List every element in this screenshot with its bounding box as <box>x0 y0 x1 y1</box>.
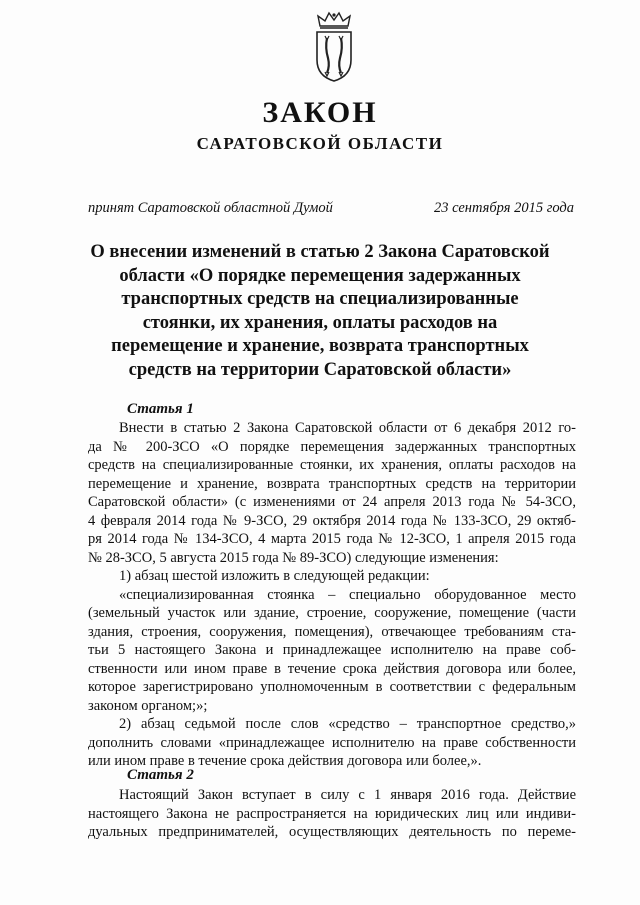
adopted-by: принят Саратовской областной Думой <box>88 200 333 216</box>
article-1-line: 2) абзац седьмой после слов «средство – транспортное средство,» <box>119 716 576 732</box>
law-region: САРАТОВСКОЙ ОБЛАСТИ <box>196 134 444 153</box>
law-heading <box>70 241 570 382</box>
heading-line: О внесении изменений в статью 2 Закона Саратовской <box>90 242 550 262</box>
article-1-line: (земельный участок или здание, строение, сооружение, помещение (части <box>88 605 576 621</box>
article-1-line: законом органом;»; <box>88 697 208 714</box>
article-2-title: Статья 2 <box>127 767 194 783</box>
article-1-line: 4 февраля 2014 года № 9-ЗСО, 29 октября 2014 года № 133-ЗСО, 29 октяб- <box>88 512 576 529</box>
adoption-date: 23 сентября 2015 года <box>433 200 574 216</box>
saratov-coat-of-arms-icon <box>311 10 357 84</box>
article-1-line: «специализированная стоянка – специально оборудованное место <box>119 586 576 603</box>
article-1-line: № 28-ЗСО, 5 августа 2015 года № 89-ЗСО) следующие изменения: <box>88 549 499 566</box>
heading-line: средств на территории Саратовской области» <box>128 359 512 380</box>
article-1-line: перемещение и хранение, возврата транспортных средств на территории <box>88 475 576 492</box>
article-2-line: настоящего Закона не распространяется на юридических лиц или индиви- <box>88 805 576 822</box>
article-1-title: Статья 1 <box>127 401 194 417</box>
article-1-line: которое зарегистрировано уполномоченным в соответствии с федеральным <box>88 679 576 695</box>
law-title: ЗАКОН <box>262 96 378 129</box>
article-1-line: да № 200-ЗСО «О порядке перемещения задержанных транспортных <box>88 438 576 455</box>
heading-line: перемещение и хранение, возврата транспортных <box>111 336 529 356</box>
article-1-line: или ином праве в течение срока действия договора или более,». <box>88 753 482 769</box>
article-1-body <box>88 419 576 771</box>
article-1-line: 1) абзац шестой изложить в следующей редакции: <box>119 568 430 584</box>
article-2-line: Настоящий Закон вступает в силу с 1 января 2016 года. Действие <box>119 787 576 803</box>
heading-line: транспортных средств на специализированные <box>121 289 519 309</box>
article-1-line: дополнить словами «принадлежащее исполнителю на праве собственности <box>88 734 576 751</box>
article-1-line: тьи 5 настоящего Закона и принадлежащее исполнителю на праве соб- <box>88 642 576 658</box>
article-1-line: ственности или ином праве в течение срока действия договора или более, <box>88 660 576 677</box>
article-1-line: Внести в статью 2 Закона Саратовской области от 6 декабря 2012 го- <box>119 420 576 436</box>
article-1-line: Саратовской области» (с изменениями от 24 апреля 2013 года № 54-ЗСО, <box>88 494 576 510</box>
heading-line: стоянки, их хранения, оплаты расходов на <box>142 312 498 333</box>
article-1-line: здания, строения, сооружения, помещения), отвечающее требованиям ста- <box>88 623 576 640</box>
article-1-line: средств на специализированные стоянки, их хранения, оплаты расходов на <box>88 457 576 473</box>
article-2-line: дуальных предпринимателей, осуществляющих деятельность по переме- <box>88 824 576 840</box>
article-2-body <box>88 786 576 842</box>
heading-line: области «О порядке перемещения задержанных <box>119 265 521 286</box>
article-1-line: ря 2014 года № 134-ЗСО, 4 марта 2015 года № 12-ЗСО, 1 апреля 2015 года <box>88 531 576 547</box>
